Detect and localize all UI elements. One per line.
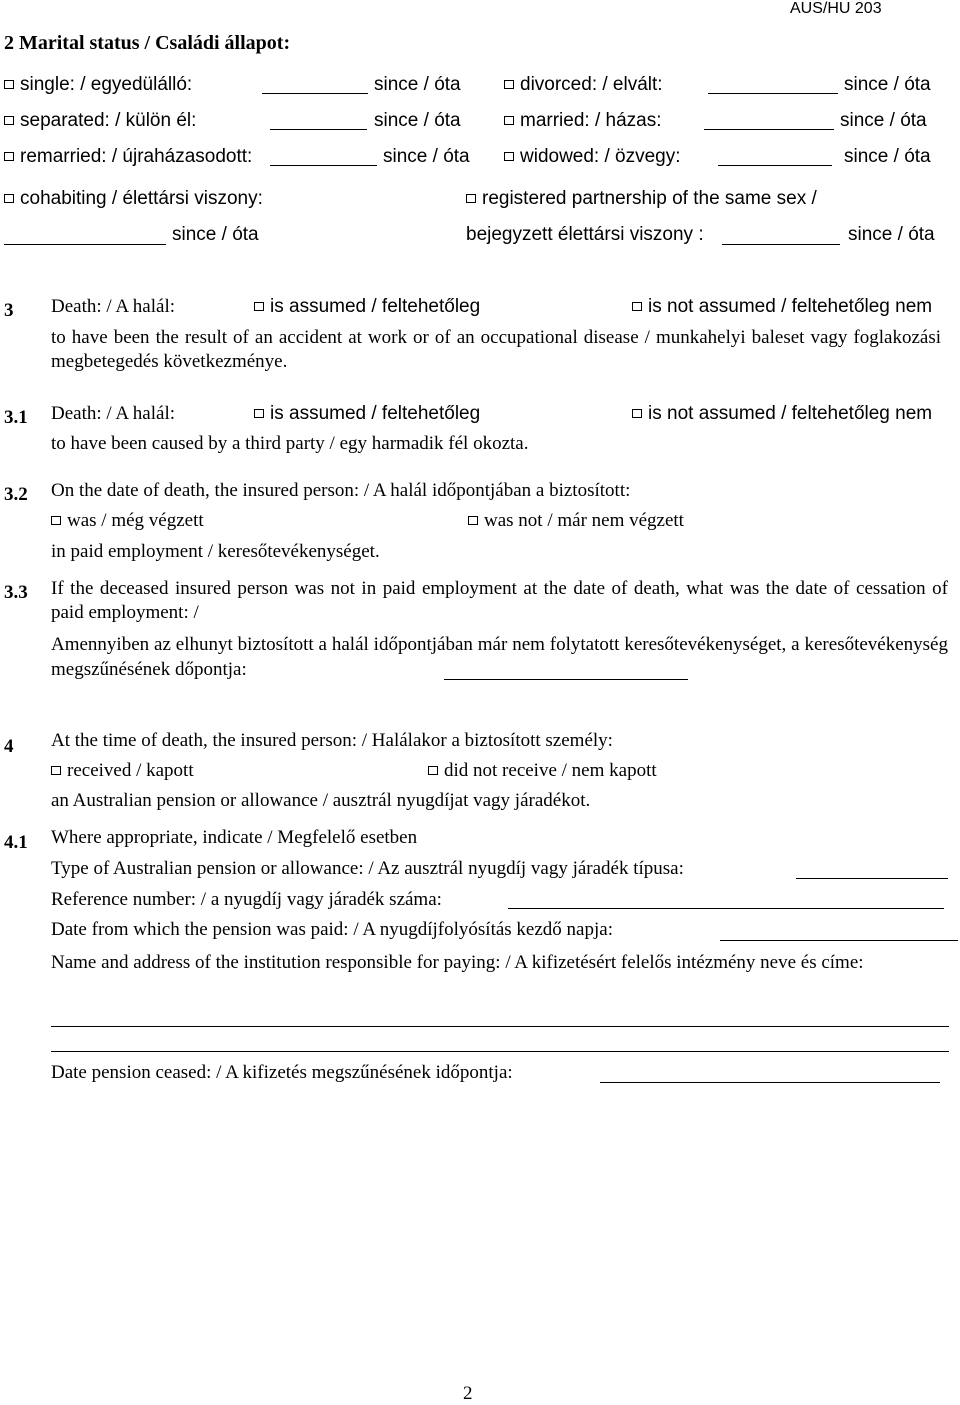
option-married[interactable] [504,110,662,132]
married-label: married: / házas: [520,110,662,131]
widowed-since: since / óta [844,146,931,167]
date-ceased-label: Date pension ceased: / A kifizetés megszűnésének időpontja: [51,1062,513,1083]
section-4-1-number: 4.1 [4,832,28,853]
pension-type-line[interactable] [796,878,948,879]
date-ceased-line[interactable] [600,1082,940,1083]
section-4-number: 4 [4,736,14,757]
institution-line-2[interactable] [51,1051,949,1052]
remarried-since: since / óta [383,146,470,167]
checkbox-single[interactable] [4,80,14,89]
section-3-text: to have been the result of an accident at work or of an occupational disease / munkahelyi baleset vagy foglakozási megbetegedés következménye. [51,327,941,372]
single-date-line[interactable] [262,93,368,94]
option-3-not-assumed[interactable] [632,296,932,318]
not-assumed-label: is not assumed / feltehetőleg nem [648,296,933,317]
divorced-label: divorced: / elvált: [520,74,663,95]
checkbox-did-not-receive[interactable] [428,766,438,775]
institution-line-1[interactable] [51,1026,949,1027]
separated-since: since / óta [374,110,461,131]
option-divorced[interactable] [504,74,663,96]
option-separated[interactable] [4,110,196,132]
registered-date-line[interactable] [722,244,840,245]
option-3-1-assumed[interactable] [254,403,480,425]
single-since: since / óta [374,74,461,95]
not-assumed-label: is not assumed / feltehetőleg nem [648,403,933,424]
separated-label: separated: / külön él: [20,110,197,131]
checkbox-3-1-not-assumed[interactable] [632,409,642,418]
section-2-title: 2 Marital status / Családi állapot: [4,32,291,54]
received-label: received / kapott [67,760,194,781]
option-widowed[interactable] [504,146,681,168]
section-4-1-intro: Where appropriate, indicate / Megfelelő esetben [51,827,418,848]
was-label: was / még végzett [67,510,204,531]
divorced-date-line[interactable] [708,93,838,94]
option-3-assumed[interactable] [254,296,480,318]
checkbox-registered[interactable] [466,194,476,203]
checkbox-was-not[interactable] [468,516,478,525]
checkbox-divorced[interactable] [504,80,514,89]
assumed-label: is assumed / feltehetőleg [270,403,481,424]
checkbox-3-assumed[interactable] [254,302,264,311]
section-3-2-text-2: in paid employment / keresőtevékenységet. [51,541,380,562]
divorced-since: since / óta [844,74,931,95]
pension-type-label: Type of Australian pension or allowance: / Az ausztrál nyugdíj vagy járadék típusa: [51,858,684,879]
reference-number-line[interactable] [508,908,944,909]
cohabiting-since: since / óta [172,224,259,245]
option-cohabiting[interactable] [4,188,263,210]
institution-label: Name and address of the institution responsible for paying: / A kifizetésért felelős intézmény neve és címe: [51,952,864,973]
married-since: since / óta [840,110,927,131]
section-3-death-label: Death: / A halál: [51,296,176,317]
section-3-1-number: 3.1 [4,407,28,428]
married-date-line[interactable] [704,129,834,130]
section-3-1-death-label: Death: / A halál: [51,403,176,424]
section-3-1-text: to have been caused by a third party / egy harmadik fél okozta. [51,433,529,454]
section-3-number: 3 [4,300,14,321]
checkbox-3-not-assumed[interactable] [632,302,642,311]
checkbox-3-1-assumed[interactable] [254,409,264,418]
separated-date-line[interactable] [270,129,367,130]
remarried-date-line[interactable] [270,165,377,166]
date-from-label: Date from which the pension was paid: / A nyugdíjfolyósítás kezdő napja: [51,919,613,940]
did-not-receive-label: did not receive / nem kapott [444,760,657,781]
form-code: AUS/HU 203 [790,0,882,17]
option-received[interactable] [51,760,194,782]
checkbox-widowed[interactable] [504,152,514,161]
date-from-line[interactable] [720,940,958,941]
cessation-date-line[interactable] [444,679,688,680]
option-was-not[interactable] [468,510,684,532]
option-registered[interactable] [466,188,817,210]
registered-label-2: bejegyzett élettársi viszony : [466,224,704,245]
checkbox-was[interactable] [51,516,61,525]
reference-number-label: Reference number: / a nyugdíj vagy járadék száma: [51,889,442,910]
checkbox-separated[interactable] [4,116,14,125]
single-label: single: / egyedülálló: [20,74,193,95]
section-3-3-text-hu: Amennyiben az elhunyt biztosított a halál időpontjában már nem folytatott keresőtevékenységet, a keresőtevékenység megszűnésének dőpontja: [51,634,948,680]
registered-label: registered partnership of the same sex / [482,188,817,209]
cohabiting-label: cohabiting / élettársi viszony: [20,188,263,209]
cohabiting-date-line[interactable] [4,244,166,245]
option-remarried[interactable] [4,146,252,168]
page-number: 2 [463,1383,473,1404]
section-3-3-number: 3.3 [4,582,28,603]
section-4-text-2: an Australian pension or allowance / ausztrál nyugdíjat vagy járadékot. [51,790,591,811]
remarried-label: remarried: / újraházasodott: [20,146,253,167]
section-4-text: At the time of death, the insured person: / Halálakor a biztosított személy: [51,730,613,751]
widowed-date-line[interactable] [718,165,832,166]
section-3-3-text-en: If the deceased insured person was not in paid employment at the date of death, what was the date of cessation of paid employment: / [51,578,948,623]
option-did-not-receive[interactable] [428,760,657,782]
checkbox-married[interactable] [504,116,514,125]
checkbox-remarried[interactable] [4,152,14,161]
assumed-label: is assumed / feltehetőleg [270,296,481,317]
option-single[interactable] [4,74,192,96]
option-was[interactable] [51,510,204,532]
checkbox-cohabiting[interactable] [4,194,14,203]
checkbox-received[interactable] [51,766,61,775]
section-3-2-text: On the date of death, the insured person: / A halál időpontjában a biztosított: [51,480,631,501]
was-not-label: was not / már nem végzett [484,510,684,531]
widowed-label: widowed: / özvegy: [520,146,681,167]
option-3-1-not-assumed[interactable] [632,403,932,425]
registered-since: since / óta [848,224,935,245]
section-3-2-number: 3.2 [4,484,28,505]
